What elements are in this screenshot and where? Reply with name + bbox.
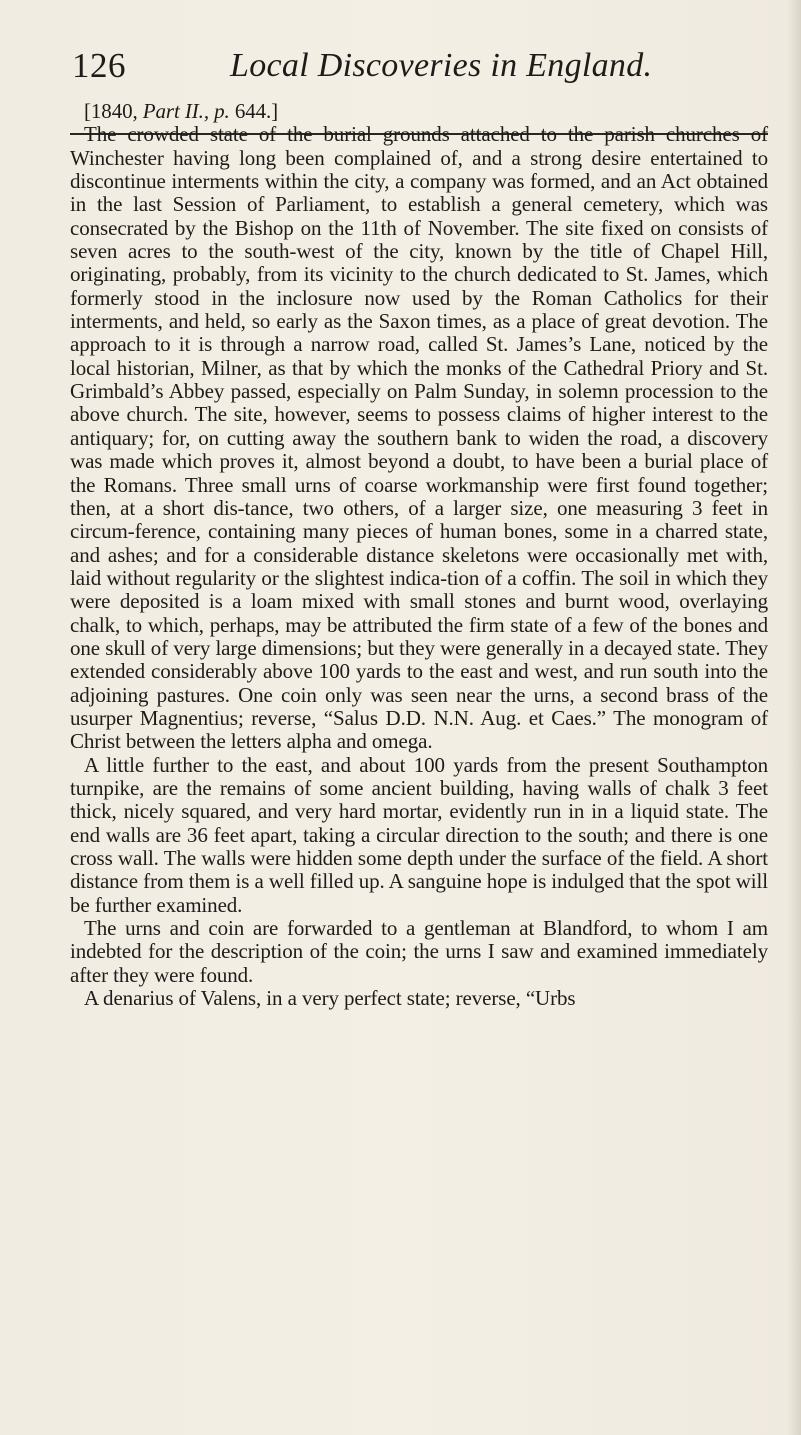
page-edge-shadow: [787, 0, 801, 1435]
citation-part: Part II., p.: [142, 99, 230, 123]
page-header: [70, 44, 768, 92]
citation-close: 644.]: [229, 99, 279, 123]
paragraph-building: A little further to the east, and about 100 yards from the present Southampton turnpike, are the remains of some ancient building, having walls of chalk 3 feet thick, nicely squared, and very hard mortar, evidently run in in a liquid state. The end walls are 36 feet apart, taking a circular direction to the south; and there is one cross wall. The walls were hidden some depth under the surface of the field. A short distance from them is a well filled up. A sanguine hope is indulged that the spot will be further examined.: [70, 752, 768, 917]
page-number: 126: [72, 46, 126, 85]
paragraph-denarius: A denarius of Valens, in a very perfect state; reverse, “Urbs: [84, 986, 576, 1011]
running-title: Local Discoveries in England.: [230, 47, 653, 84]
body-text: [70, 100, 768, 1010]
citation: [70, 100, 768, 123]
paragraph-urns: The urns and coin are forwarded to a gentleman at Blandford, to whom I am indebted for the description of the coin; the urns I saw and examined immediately after they were found.: [70, 916, 768, 987]
paragraph-cemetery: The crowded state of the burial grounds attached to the parish churches of Winchester having long been complained of, and a strong desire entertained to discontinue interments within the city, a company was formed, and an Act obtained in the last Session of Parliament, to establish a general cemetery, which was consecrated by the Bishop on the 11th of November. The site fixed on consists of seven acres to the south-west of the city, known by the title of Chapel Hill, originating, probably, from its vicinity to the church dedicated to St. James, which formerly stood in the inclosure now used by the Roman Catholics for their interments, and held, so early as the Saxon times, as a place of great devotion. The approach to it is through a narrow road, called St. James’s Lane, noticed by the local historian, Milner, as that by which the monks of the Cathedral Priory and St. Grimbald’s Abbey passed, especially on Palm Sunday, in solemn procession to the above church. The site, however, seems to possess claims of higher interest to the antiquary; for, on cutting away the southern bank to widen the road, a discovery was made which proves it, almost beyond a doubt, to have been a burial place of the Romans. Three small urns of coarse workmanship were first found together; then, at a short dis-tance, two others, of a larger size, one measuring 3 feet in circum-ference, containing many pieces of human bones, some in a charred state, and ashes; and for a considerable distance skeletons were occasionally met with, laid without regularity or the slightest indica-tion of a coffin. The soil in which they were deposited is a loam mixed with small stones and burnt wood, overlaying chalk, to which, perhaps, may be attributed the firm state of a few of the bones and one skull of very large dimensions; but they were generally in a decayed state. They extended considerably above 100 yards to the east and west, and run south into the adjoining pastures. One coin only was seen near the urns, a second brass of the usurper Magnentius; reverse, “Salus D.D. N.N. Aug. et Caes.” The monogram of Christ between the letters alpha and omega.: [70, 122, 768, 754]
citation-open: [1840,: [84, 99, 143, 123]
